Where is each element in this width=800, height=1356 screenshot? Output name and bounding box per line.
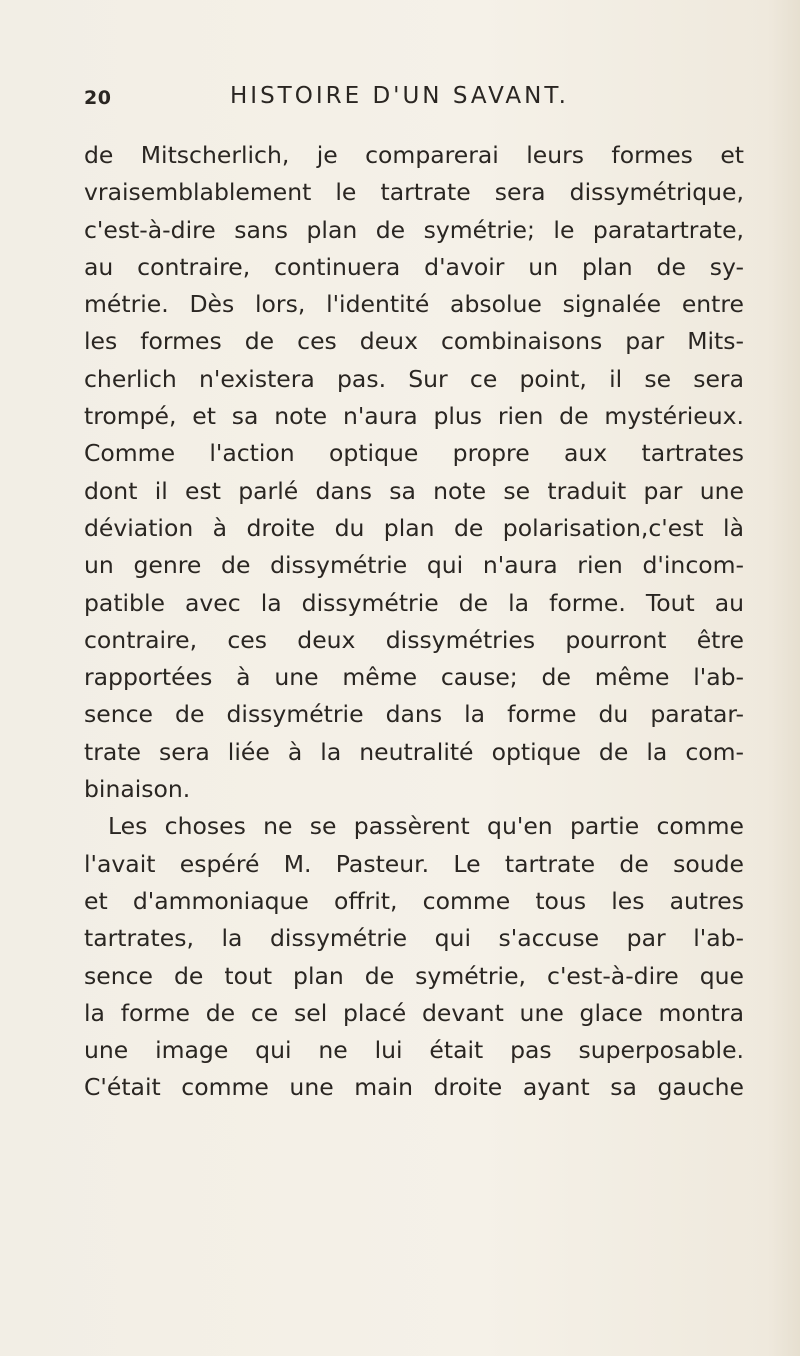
text-line: un genre de dissymétrie qui n'aura rien d'incom- — [84, 551, 744, 580]
text-line: au contraire, continuera d'avoir un plan de sy- — [84, 252, 744, 281]
text-line: vraisemblablement le tartrate sera dissymétrique, — [84, 178, 744, 207]
text-line: sence de tout plan de symétrie, c'est-à-dire que — [84, 961, 744, 990]
text-line: déviation à droite du plan de polarisation,c'est là — [84, 513, 744, 542]
text-line: dont il est parlé dans sa note se traduit par une — [84, 476, 744, 505]
text-line: binaison. — [84, 775, 191, 804]
text-line: rapportées à une même cause; de même l'ab- — [84, 663, 744, 692]
text-line: C'était comme une main droite ayant sa gauche — [84, 1073, 744, 1102]
page-number: 20 — [84, 87, 112, 109]
text-line: l'avait espéré M. Pasteur. Le tartrate de soude — [84, 849, 744, 878]
text-line: trate sera liée à la neutralité optique de la com- — [84, 737, 744, 766]
page-header — [84, 83, 734, 119]
text-line: la forme de ce sel placé devant une glace montra — [84, 998, 744, 1027]
running-title: HISTOIRE D'UN SAVANT. — [230, 83, 569, 109]
text-line: les formes de ces deux combinaisons par Mits- — [84, 327, 744, 356]
text-line: trompé, et sa note n'aura plus rien de mystérieux. — [84, 402, 744, 431]
text-line: de Mitscherlich, je comparerai leurs formes et — [84, 141, 744, 169]
text-line: c'est-à-dire sans plan de symétrie; le paratartrate, — [84, 215, 744, 244]
text-line: métrie. Dès lors, l'identité absolue signalée entre — [84, 290, 744, 319]
text-line: cherlich n'existera pas. Sur ce point, il se sera — [84, 364, 744, 393]
text-line: sence de dissymétrie dans la forme du paratar- — [84, 700, 744, 729]
text-line: tartrates, la dissymétrie qui s'accuse par l'ab- — [84, 924, 744, 953]
body-text — [84, 137, 744, 1107]
text-line: contraire, ces deux dissymétries pourront être — [84, 625, 744, 654]
text-line: Les choses ne se passèrent qu'en partie comme — [108, 812, 744, 841]
text-line: et d'ammoniaque offrit, comme tous les autres — [84, 886, 744, 915]
text-line: une image qui ne lui était pas superposable. — [84, 1036, 744, 1065]
text-line: Comme l'action optique propre aux tartrates — [84, 439, 744, 468]
text-line: patible avec la dissymétrie de la forme. Tout au — [84, 588, 744, 617]
